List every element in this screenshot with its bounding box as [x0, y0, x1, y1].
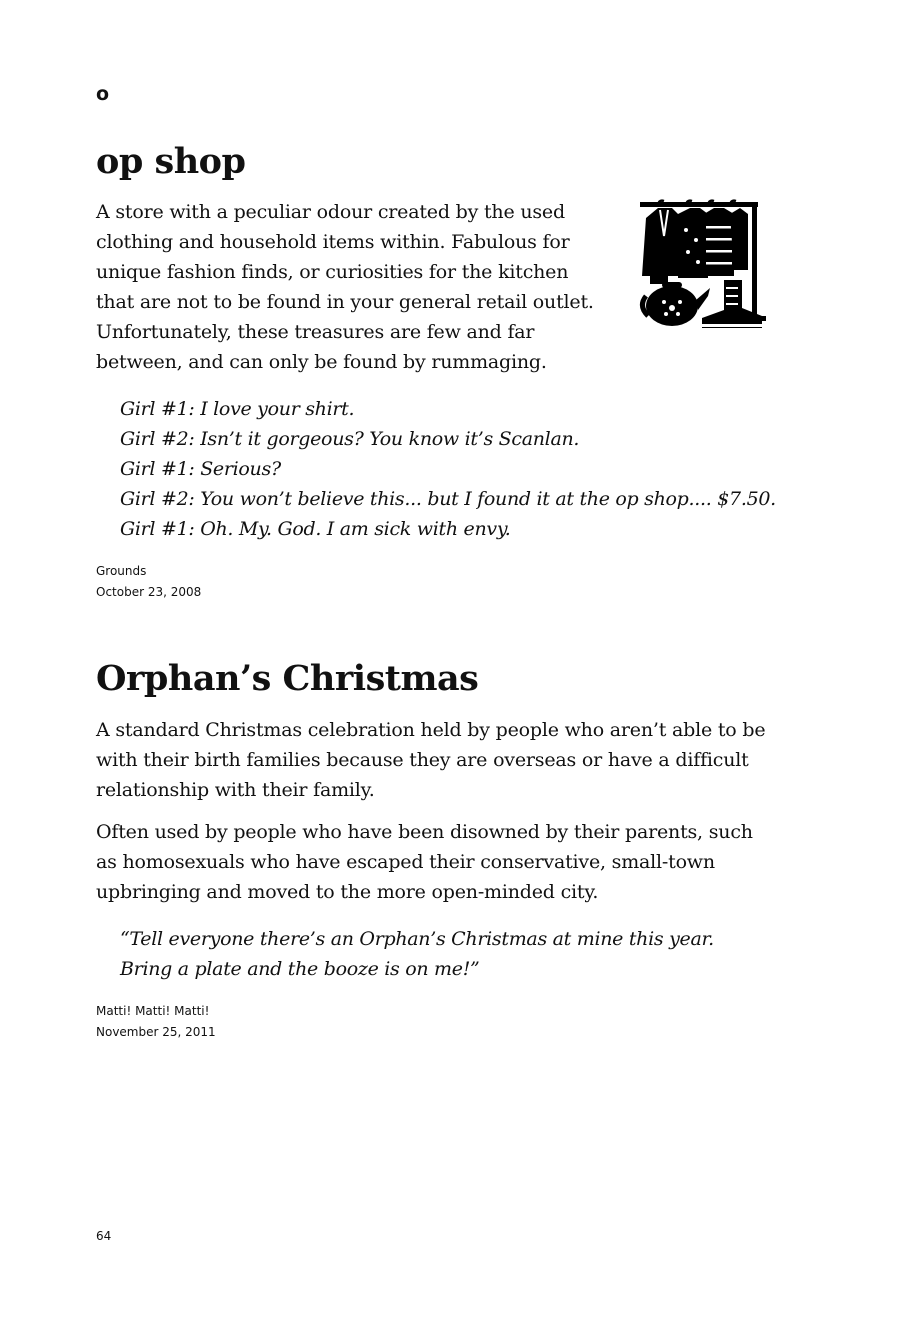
- definition: A standard Christmas celebration held by people who aren’t able to be with their birth families because they are overseas or have a difficult relationship with their family.: [96, 719, 766, 801]
- example-line: Girl #2: You won’t believe this... but I found it at the op shop.... $7.50.: [120, 488, 776, 510]
- example-line: Girl #1: Oh. My. God. I am sick with envy.: [120, 518, 511, 540]
- page-number: 64: [96, 1229, 112, 1243]
- section-letter: o: [96, 83, 110, 105]
- example-line: Girl #1: I love your shirt.: [120, 398, 355, 420]
- clothes-rack-teapot-boot-icon: [638, 196, 768, 336]
- headword: op shop: [96, 141, 246, 182]
- entry-date: October 23, 2008: [96, 585, 202, 599]
- entry-op-shop: [96, 138, 796, 603]
- example-line: Girl #1: Serious?: [120, 458, 281, 480]
- author-name: Grounds: [96, 564, 147, 578]
- entry-orphans-christmas: [96, 655, 796, 1043]
- headword: Orphan’s Christmas: [96, 658, 479, 699]
- attribution: [96, 1001, 796, 1043]
- author-name: Matti! Matti! Matti!: [96, 1004, 210, 1018]
- example-line: Girl #2: Isn’t it gorgeous? You know it’s Scanlan.: [120, 428, 580, 450]
- example-line: “Tell everyone there’s an Orphan’s Christmas at mine this year.: [120, 928, 714, 950]
- example-line: Bring a plate and the booze is on me!”: [120, 958, 480, 980]
- usage-example: [96, 924, 796, 984]
- entry-date: November 25, 2011: [96, 1025, 216, 1039]
- definition: Often used by people who have been disowned by their parents, such as homosexuals who have escaped their conservative, small-town upbringing and moved to the more open-minded city.: [96, 821, 753, 903]
- definition: A store with a peculiar odour created by the used clothing and household items within. Fabulous for unique fashion finds, or curiosities for the kitchen that are not to be found in your general retail outlet. Unfortunately, these treasures are few and far between, and can only be found by rummaging.: [96, 201, 594, 373]
- usage-example: [96, 394, 796, 544]
- attribution: [96, 561, 796, 603]
